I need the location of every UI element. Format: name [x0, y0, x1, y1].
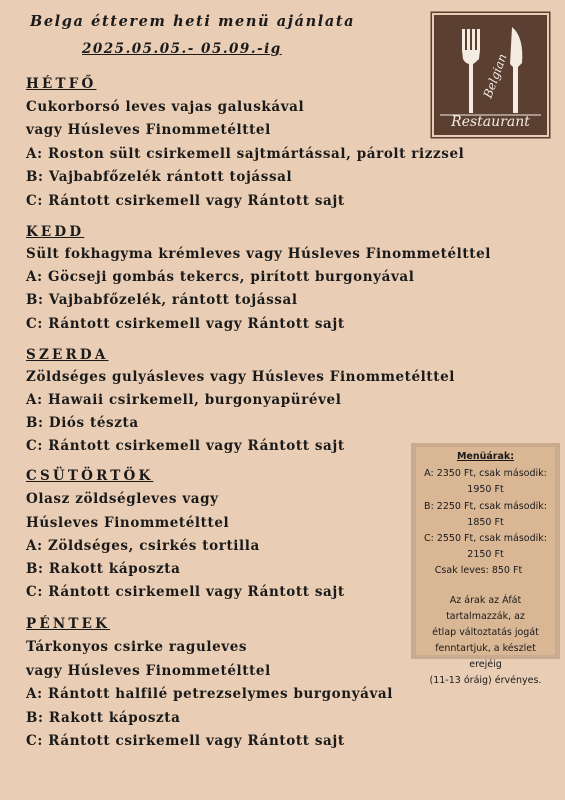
menu-line: C: Rántott csirkemell vagy Rántott sajt	[26, 584, 345, 600]
price-line: A: 2350 Ft, csak második:	[424, 468, 547, 479]
price-note-line: étlap változtatás jogát	[432, 627, 539, 638]
menu-line: A: Hawaii csirkemell, burgonyapürével	[26, 392, 342, 408]
menu-line: C: Rántott csirkemell vagy Rántott sajt	[26, 193, 345, 209]
menu-line: A: Zöldséges, csirkés tortilla	[26, 538, 260, 554]
menu-line: A: Roston sült csirkemell sajtmártással, párolt rizzsel	[26, 146, 465, 162]
logo-brand-text: Restaurant	[451, 114, 530, 130]
menu-line: B: Rakott káposzta	[26, 561, 181, 577]
price-note-line: fenntartjuk, a készlet erejéig	[435, 643, 536, 670]
menu-line: C: Rántott csirkemell vagy Rántott sajt	[26, 316, 345, 332]
day-heading-tuesday: KEDD	[26, 224, 85, 240]
menu-line: B: Vajbabfőzelék rántott tojással	[26, 169, 293, 185]
day-heading-thursday: CSÜTÖRTÖK	[26, 468, 154, 484]
price-note-line: Az árak az Áfát tartalmazzák, az	[446, 595, 525, 622]
day-heading-friday: PÉNTEK	[26, 616, 111, 632]
price-line: 2150 Ft	[467, 549, 504, 560]
logo-script-text: Belgian	[480, 51, 510, 101]
menu-dates: 2025.05.05.- 05.09.-ig	[82, 41, 282, 57]
fork-icon	[462, 29, 480, 113]
menu-line: A: Rántott halfilé petrezselymes burgonyával	[26, 686, 394, 702]
price-line-soup: Csak leves: 850 Ft	[434, 565, 523, 576]
knife-icon	[510, 27, 522, 113]
day-heading-wednesday: SZERDA	[26, 347, 109, 363]
menu-line: B: Vajbabfőzelék, rántott tojással	[26, 292, 298, 308]
menu-line: C: Rántott csirkemell vagy Rántott sajt	[26, 733, 345, 749]
price-line: 1850 Ft	[467, 517, 504, 528]
day-heading-monday: HÉTFŐ	[26, 76, 97, 92]
price-box	[411, 443, 560, 686]
menu-line: Zöldséges gulyásleves vagy Húsleves Finommetélttel	[26, 369, 456, 385]
menu-line: vagy Húsleves Finommetélttel	[26, 122, 271, 138]
menu-line: Húsleves Finommetélttel	[26, 515, 230, 531]
price-line: C: 2550 Ft, csak második:	[423, 533, 547, 544]
price-box-inner	[416, 447, 555, 686]
menu-line: Tárkonyos csirke raguleves	[26, 639, 248, 655]
menu-line: Sült fokhagyma krémleves vagy Húsleves Finommetélttel	[26, 246, 491, 262]
price-line: 1950 Ft	[467, 484, 504, 495]
menu-line: Olasz zöldségleves vagy	[26, 491, 219, 507]
menu-line: A: Göcseji gombás tekercs, pirított burgonyával	[26, 269, 415, 285]
menu-line: B: Rakott káposzta	[26, 710, 181, 726]
menu-title: Belga étterem heti menü ajánlata	[30, 13, 356, 30]
price-box-title: Menüárak:	[456, 451, 515, 462]
price-line: B: 2250 Ft, csak második:	[424, 501, 547, 512]
menu-line: B: Diós tészta	[26, 415, 139, 431]
restaurant-logo	[432, 13, 549, 137]
menu-line: vagy Húsleves Finommetélttel	[26, 663, 271, 679]
price-note-line: (11-13 óráig) érvényes.	[429, 675, 542, 686]
menu-line: C: Rántott csirkemell vagy Rántott sajt	[26, 438, 345, 454]
menu-line: Cukorborsó leves vajas galuskával	[26, 99, 305, 115]
price-note	[422, 593, 549, 689]
